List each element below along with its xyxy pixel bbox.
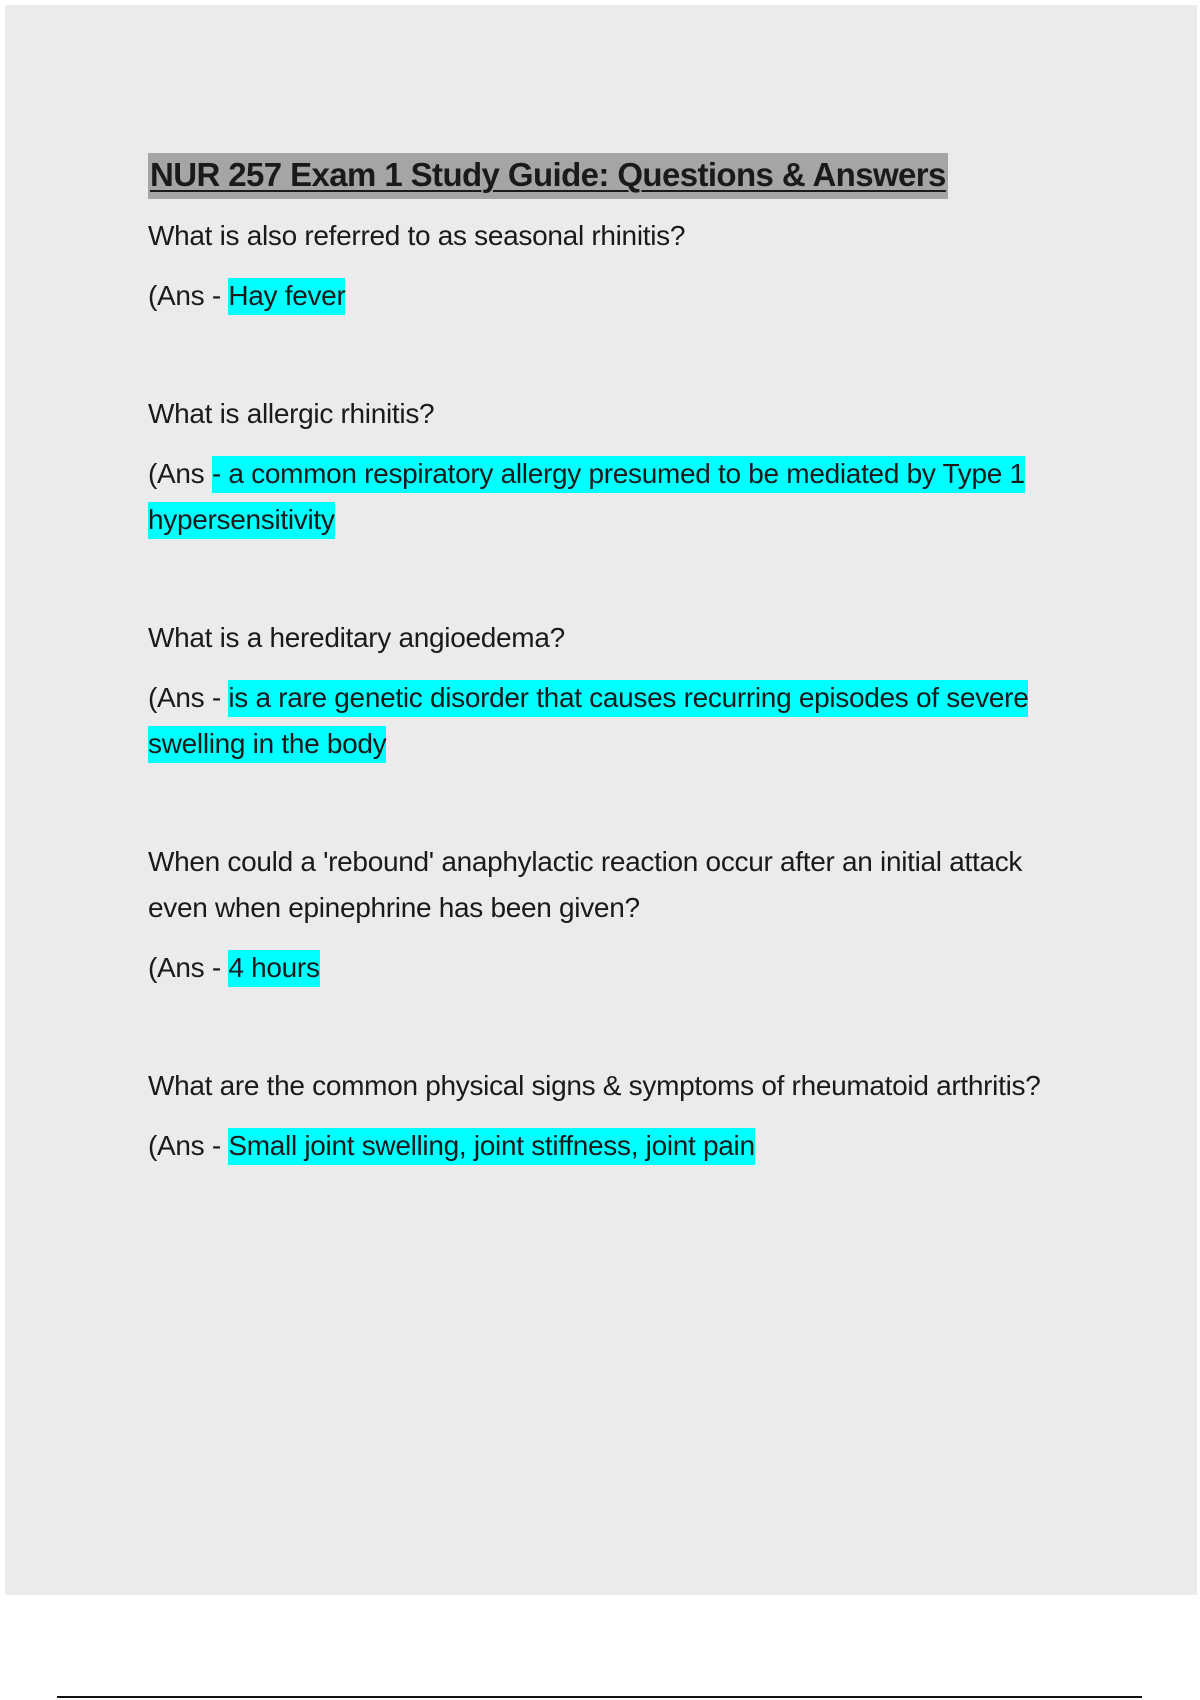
answer-highlight: Small joint swelling, joint stiffness, joint pain bbox=[228, 1128, 754, 1165]
qa-item-3 bbox=[148, 615, 1088, 767]
answer-highlight: 4 hours bbox=[228, 950, 319, 987]
question-text: What is a hereditary angioedema? bbox=[148, 622, 565, 653]
qa-item-5 bbox=[148, 1063, 1088, 1169]
document-page bbox=[5, 5, 1197, 1595]
footer-divider bbox=[57, 1696, 1142, 1698]
answer-line bbox=[148, 451, 1088, 543]
question-text: What is also referred to as seasonal rhinitis? bbox=[148, 220, 686, 251]
answer-highlight: - a common respiratory allergy presumed to be mediated by Type 1 hypersensitivity bbox=[148, 456, 1025, 539]
answer-line bbox=[148, 1123, 1088, 1169]
question-text: What is allergic rhinitis? bbox=[148, 398, 435, 429]
answer-line bbox=[148, 273, 1088, 319]
document-content bbox=[148, 153, 1088, 1241]
answer-line bbox=[148, 675, 1088, 767]
answer-prefix: (Ans - bbox=[148, 280, 229, 311]
answer-highlight: is a rare genetic disorder that causes recurring episodes of severe swelling in the body bbox=[148, 680, 1028, 763]
question-text: When could a 'rebound' anaphylactic reaction occur after an initial attack even when epinephrine has been given? bbox=[148, 846, 1023, 923]
qa-item-1 bbox=[148, 213, 1088, 319]
question-text: What are the common physical signs & symptoms of rheumatoid arthritis? bbox=[148, 1070, 1041, 1101]
answer-prefix: (Ans - bbox=[148, 952, 229, 983]
qa-item-2 bbox=[148, 391, 1088, 543]
answer-line bbox=[148, 945, 1088, 991]
answer-prefix: (Ans - bbox=[148, 682, 229, 713]
qa-item-4 bbox=[148, 839, 1088, 991]
answer-prefix: (Ans - bbox=[148, 1130, 229, 1161]
answer-highlight: Hay fever bbox=[228, 278, 345, 315]
document-title: NUR 257 Exam 1 Study Guide: Questions & Answers bbox=[148, 153, 948, 199]
answer-prefix: (Ans bbox=[148, 458, 212, 489]
